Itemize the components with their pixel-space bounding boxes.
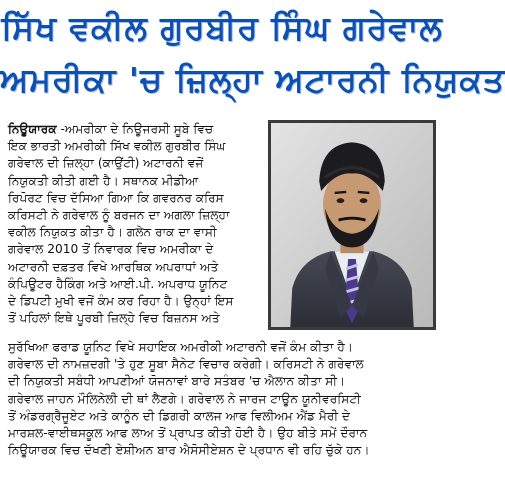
- article-line: ਕਰਿਸਟੀ ਨੇ ਗਰੇਵਾਲ ਨੂੰ ਬਰਜਨ ਦਾ ਅਗਲਾ ਜ਼ਿਲ੍ਹਾ: [8, 207, 230, 222]
- left-eye: [337, 198, 345, 203]
- portrait-photo: [268, 120, 436, 330]
- dateline: ਨਿਊਯਾਰਕ: [8, 122, 57, 136]
- right-eye: [360, 198, 368, 203]
- article-line: ਰਿਪੋਰਟ ਵਿਚ ਦੱਸਿਆ ਗਿਆ ਕਿ ਗਵਰਨਰ ਕਰਿਸ: [8, 190, 224, 205]
- article-line: ਇਕ ਭਾਰਤੀ ਅਮਰੀਕੀ ਸਿੱਖ ਵਕੀਲ ਗੁਰਬੀਰ ਸਿੰਘ: [8, 139, 226, 154]
- article-body-wide: [8, 339, 438, 459]
- article-line: ਵਕੀਲ ਨਿਯੁਕਤ ਕੀਤਾ ਹੈ। ਗਲੇਨ ਰਾਕ ਦਾ ਵਾਸੀ: [8, 225, 217, 240]
- article-line: ਗਰੇਵਾਲ ਜਾਹਨ ਮੌਲਿਨੇਲੀ ਦੀ ਥਾਂ ਲੈਣਗੇ। ਗਰੇਵਾਲ ਨੇ ਜਾਰਜ ਟਾਊਨ ਯੂਨੀਵਰਸਿਟੀ: [8, 391, 361, 406]
- article-line: ਗਰੇਵਾਲ 2010 ਤੋਂ ਨਿਵਾਰਕ ਵਿਚ ਅਮਰੀਕਾ ਦੇ: [8, 242, 214, 257]
- article-line: ਗਰੇਵਾਲ ਦੀ ਨਾਮਜ਼ਦਗੀ 'ਤੇ ਹੁਣ ਸੂਬਾ ਸੈਨੇਟ ਵਿਚਾਰ ਕਰੇਗੀ। ਕਰਿਸਟੀ ਨੇ ਗਰੇਵਾਲ: [8, 357, 364, 372]
- article-line: ਮਾਰਸ਼ਲ-ਵਾਈਥਸਕੂਲ ਆਫ ਲਾਅ ਤੋਂ ਪ੍ਰਾਪਤ ਕੀਤੀ ਹੋਈ ਹੈ। ਉਹ ਬੀਤੇ ਸਮੇਂ ਦੌਰਾਨ: [8, 425, 368, 440]
- article-body-narrow: [8, 121, 263, 327]
- article-line: ਨਿਊਯਾਰਕ ਵਿਚ ਦੱਖਣੀ ਏਸ਼ੀਅਨ ਬਾਰ ਐਸੋਸੀਏਸ਼ਨ ਦੇ ਪ੍ਰਧਾਨ ਵੀ ਰਹਿ ਚੁੱਕੇ ਹਨ।: [8, 443, 370, 458]
- article-line: ਤੋਂ ਪਹਿਲਾਂ ਇਥੇ ਪੂਰਬੀ ਜ਼ਿਲ੍ਹੇ ਵਿਚ ਬਿਜ਼ਨਸ ਅਤੇ: [8, 311, 220, 326]
- article-line: ਦੀ ਨਿਯੁਕਤੀ ਸਬੰਧੀ ਆਪਣੀਆਂ ਯੋਜਨਾਵਾਂ ਬਾਰੇ ਸਤੰਬਰ 'ਚ ਐਲਾਨ ਕੀਤਾ ਸੀ।: [8, 374, 346, 389]
- portrait-illustration: [271, 123, 433, 327]
- article-line: ਦੇ ਡਿਪਟੀ ਮੁਖੀ ਵਜੋਂ ਕੰਮ ਕਰ ਰਿਹਾ ਹੈ। ਉਨ੍ਹਾਂ ਇਸ: [8, 293, 234, 308]
- article-line: ਗਰੇਵਾਲ ਦੀ ਜ਼ਿਲ੍ਹਾ (ਕਾਉਂਟੀ) ਅਟਾਰਨੀ ਵਜੋਂ: [8, 156, 204, 171]
- article-first-line: [8, 121, 263, 138]
- article-line: ਕੰਪਿਊਟਰ ਹੈਕਿੰਗ ਅਤੇ ਆਈ.ਪੀ. ਅਪਰਾਧ ਯੂਨਿਟ: [8, 276, 228, 291]
- article-line: ਤੋਂ ਅੰਡਰਗ੍ਰੈਜੂਏਟ ਅਤੇ ਕਾਨੂੰਨ ਦੀ ਡਿਗਰੀ ਕਾਲਜ ਆਫ ਵਿਲੀਅਮ ਐਂਡ ਮੈਰੀ ਦੇ: [8, 408, 351, 423]
- headline-line-1: ਸਿੱਖ ਵਕੀਲ ਗੁਰਬੀਰ ਸਿੰਘ ਗਰੇਵਾਲ: [1, 8, 443, 47]
- article-line: ਸੁਰੱਖਿਆ ਫਰਾਡ ਯੂਨਿਟ ਵਿਖੇ ਸਹਾਇਕ ਅਮਰੀਕੀ ਅਟਾਰਨੀ ਵਜੋਂ ਕੰਮ ਕੀਤਾ ਹੈ।: [8, 340, 354, 354]
- headline-line-2: ਅਮਰੀਕਾ 'ਚ ਜ਼ਿਲ੍ਹਾ ਅਟਾਰਨੀ ਨਿਯੁਕਤ: [0, 60, 505, 99]
- article-lead: -ਅਮਰੀਕਾ ਦੇ ਨਿਊਜਰਸੀ ਸੂਬੇ ਵਿਚ: [56, 122, 214, 136]
- article-line: ਅਟਾਰਨੀ ਦਫ਼ਤਰ ਵਿਖੇ ਆਰਥਿਕ ਅਪਰਾਧਾਂ ਅਤੇ: [8, 259, 219, 274]
- article-line: ਨਿਯੁਕਤੀ ਕੀਤੀ ਗਈ ਹੈ। ਸਥਾਨਕ ਮੀਡੀਆ: [8, 173, 199, 188]
